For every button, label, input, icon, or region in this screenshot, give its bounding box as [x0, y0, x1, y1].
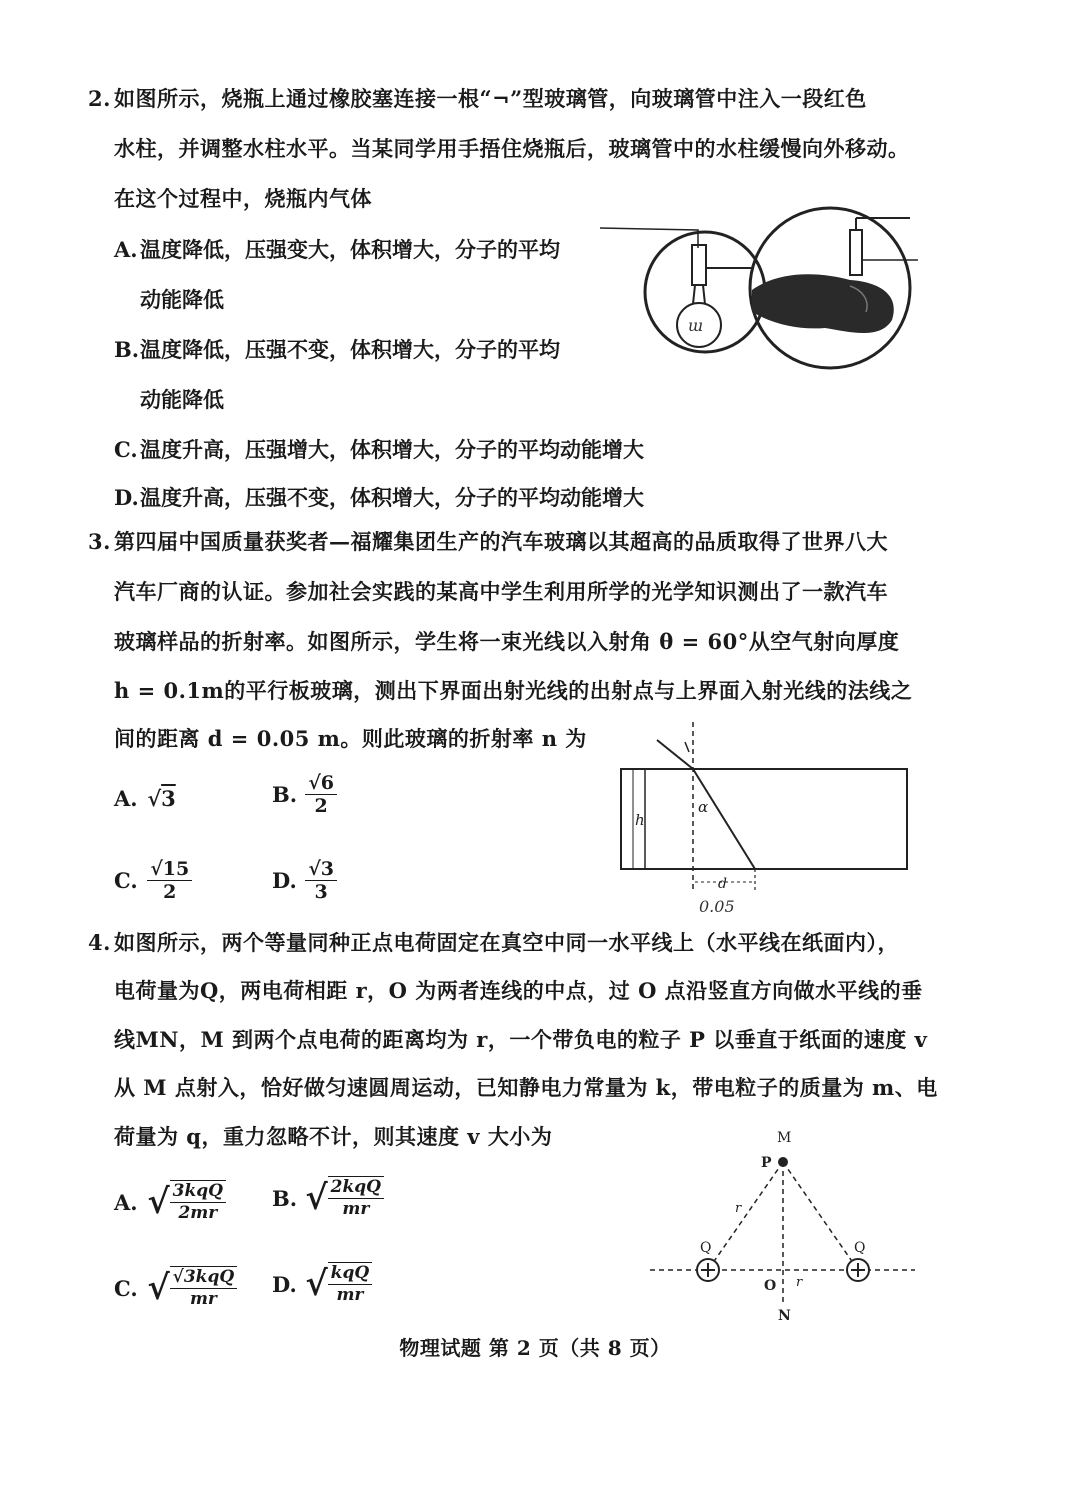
q4-line-1 — [88, 928, 899, 958]
q2-option-c-text: 温度升高，压强增大，体积增大，分子的平均动能增大 — [140, 437, 644, 462]
q4-figure-N: N — [778, 1308, 791, 1324]
q3-option-b — [272, 772, 337, 817]
q2-option-b-text: 温度降低，压强不变，体积增大，分子的平均 — [140, 337, 560, 362]
q3-figure-refraction — [615, 722, 915, 917]
q3-line-3: 玻璃样品的折射率。如图所示，学生将一束光线以入射角 θ = 60°从空气射向厚度 — [114, 629, 900, 654]
q2-option-d — [114, 482, 644, 512]
q2-option-b — [114, 334, 560, 364]
q4-line-4: 从 M 点射入，恰好做匀速圆周运动，已知静电力常量为 k，带电粒子的质量为 m、电 — [114, 1075, 938, 1100]
q3-option-a-root: √3 — [147, 786, 176, 811]
q3-option-d-label: D. — [272, 868, 297, 893]
q2-line-2: 水柱，并调整水柱水平。当某同学用手捂住烧瓶后，玻璃管中的水柱缓慢向外移动。 — [114, 136, 910, 161]
q4-option-b-label: B. — [272, 1185, 298, 1211]
q4-option-d: D. √ kqQ mr — [272, 1262, 372, 1306]
q4-line-5: 荷量为 q，重力忽略不计，则其速度 v 大小为 — [114, 1124, 553, 1149]
q2-option-c-label: C. — [114, 437, 138, 462]
q4-figure-r-left: r — [735, 1201, 742, 1216]
q3-option-c-label: C. — [114, 868, 138, 893]
svg-text:ɯ: ɯ — [688, 316, 704, 335]
q3-line-1 — [88, 527, 888, 557]
q3-option-c — [114, 858, 192, 903]
q4-option-d-label: D. — [272, 1271, 297, 1297]
q4-option-b-fraction: 2kqQ mr — [328, 1176, 384, 1220]
q3-option-c-fraction: $\frac{√15}{2}$ — [147, 858, 192, 903]
q2-option-a-text-2: 动能降低 — [140, 287, 224, 312]
q2-number: 2. — [88, 86, 111, 111]
q4-figure-P: P — [761, 1155, 772, 1171]
q4-line-2: 电荷量为Q，两电荷相距 r，O 为两者连线的中点，过 O 点沿竖直方向做水平线的垂 — [114, 978, 923, 1003]
q4-figure-O: O — [764, 1278, 777, 1294]
q3-option-b-fraction: $\frac{√6}{2}$ — [305, 772, 337, 817]
q2-option-b-text-2: 动能降低 — [140, 387, 224, 412]
q2-line-1 — [88, 84, 867, 114]
q2-option-a — [114, 234, 560, 264]
q2-figure-flask — [600, 200, 920, 380]
q2-option-a-text: 温度降低，压强变大，体积增大，分子的平均 — [140, 237, 560, 262]
q4-option-d-fraction: kqQ mr — [328, 1262, 372, 1306]
q3-option-a-label: A. — [114, 786, 138, 811]
page-footer: 物理试题 第 2 页（共 8 页） — [399, 1336, 671, 1360]
q4-line-3: 线MN，M 到两个点电荷的距离均为 r，一个带负电的粒子 P 以垂直于纸面的速度 v — [114, 1027, 928, 1052]
q3-number: 3. — [88, 529, 111, 554]
q4-figure-Q-left: Q — [700, 1240, 712, 1256]
q2-option-d-label: D. — [114, 485, 139, 510]
q3-option-d — [272, 858, 337, 903]
q3-figure-handwritten: 0.05 — [699, 897, 735, 916]
q3-figure-h: h — [635, 811, 645, 829]
q4-option-c: C. √ √3kqQ mr — [114, 1266, 237, 1310]
q4-figure-M: M — [777, 1130, 792, 1146]
q4-option-a: A. √ 3kqQ 2mr — [114, 1180, 226, 1224]
q2-option-a-label: A. — [114, 237, 138, 262]
q4-figure-r-bottom: r — [796, 1275, 803, 1290]
q4-text-1: 如图所示，两个等量同种正点电荷固定在真空中同一水平线上（水平线在纸面内）， — [114, 930, 899, 955]
q2-option-d-text: 温度升高，压强不变，体积增大，分子的平均动能增大 — [140, 485, 644, 510]
q3-figure-d: d — [718, 876, 727, 892]
q2-text-1: 如图所示，烧瓶上通过橡胶塞连接一根“¬”型玻璃管，向玻璃管中注入一段红色 — [114, 86, 867, 111]
q4-option-a-label: A. — [114, 1189, 138, 1215]
q4-number: 4. — [88, 930, 111, 955]
q4-option-b: B. √ 2kqQ mr — [272, 1176, 384, 1220]
q3-option-a — [114, 786, 176, 811]
q3-line-2: 汽车厂商的认证。参加社会实践的某高中学生利用所学的光学知识测出了一款汽车 — [114, 579, 888, 604]
q4-option-c-fraction: √3kqQ mr — [170, 1266, 237, 1310]
q3-option-d-fraction: $\frac{√3}{3}$ — [305, 858, 337, 903]
q2-option-b-label: B. — [114, 337, 140, 362]
q2-line-3: 在这个过程中，烧瓶内气体 — [114, 186, 372, 211]
q3-text-1: 第四届中国质量获奖者—福耀集团生产的汽车玻璃以其超高的品质取得了世界八大 — [114, 529, 888, 554]
q4-option-a-fraction: 3kqQ 2mr — [170, 1180, 226, 1224]
q4-figure-charges — [650, 1120, 920, 1325]
q3-line-4: h = 0.1m的平行板玻璃，测出下界面出射光线的出射点与上界面入射光线的法线之 — [114, 678, 913, 703]
q4-option-c-label: C. — [114, 1275, 138, 1301]
q3-figure-alpha: α — [698, 798, 709, 816]
q2-option-c — [114, 434, 644, 464]
q3-option-b-label: B. — [272, 782, 298, 807]
q3-line-5: 间的距离 d = 0.05 m。则此玻璃的折射率 n 为 — [114, 726, 587, 751]
q4-figure-Q-right: Q — [854, 1240, 866, 1256]
